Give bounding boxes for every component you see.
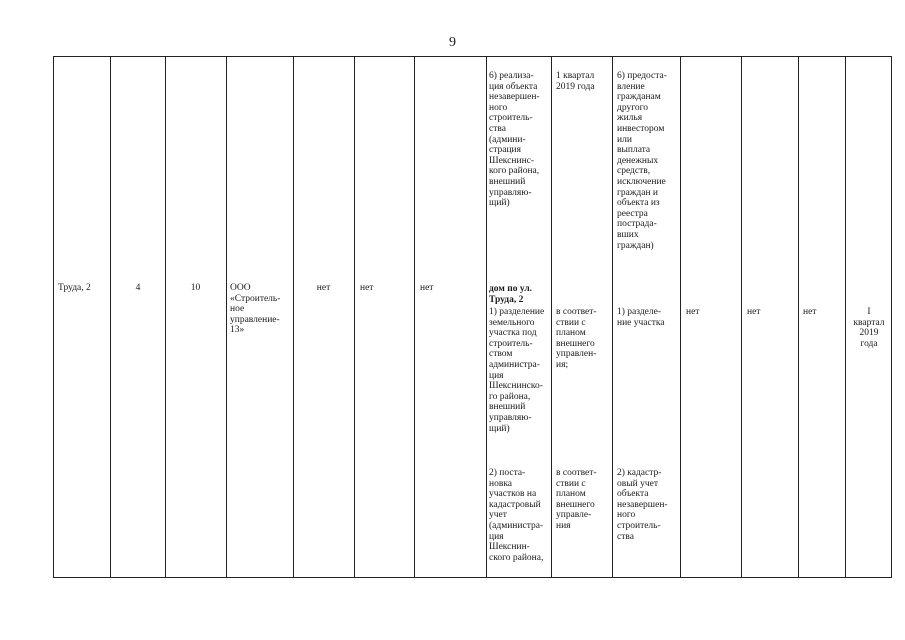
cell-col11: нет	[686, 307, 700, 317]
column-divider	[414, 56, 415, 578]
cell-col14: I квартал 2019 года	[853, 307, 885, 349]
result-2: 1) разделе- ние участка	[617, 307, 665, 328]
cell-col6: нет	[360, 283, 374, 293]
column-divider	[845, 56, 846, 578]
address-cell: Труда, 2	[58, 283, 91, 293]
column-divider	[293, 56, 294, 578]
column-divider	[354, 56, 355, 578]
column-divider	[741, 56, 742, 578]
column-divider	[551, 56, 552, 578]
developer-cell: ООО «Строитель- ное управление- 13»	[230, 283, 281, 336]
cell-col2: 4	[135, 283, 141, 293]
house-heading: дом по ул. Труда, 2	[489, 284, 533, 305]
column-divider	[680, 56, 681, 578]
cell-col7: нет	[420, 283, 434, 293]
deadline-1: 1 квартал 2019 года	[556, 71, 595, 92]
measures-block-2: 1) разделение земельного участка под строитель- ством администра- ция Шекснинско- го района, внешний управляю- щий)	[489, 307, 545, 434]
column-divider	[226, 56, 227, 578]
column-divider	[798, 56, 799, 578]
column-divider	[165, 56, 166, 578]
page-number: 9	[449, 35, 456, 50]
column-divider	[486, 56, 487, 578]
result-1: 6) предоста- вление гражданам другого жилья инвестором или выплата денежных средств, исключение граждан и объекта из реестра пострада- вших граждан)	[617, 71, 667, 251]
deadline-2: в соответ- ствии с планом внешнего управлен- ия;	[556, 307, 597, 370]
cell-col5: нет	[316, 283, 331, 293]
column-divider	[110, 56, 111, 578]
result-3: 2) кадастр- овый учет объекта незавершен- ного строитель- ства	[617, 468, 668, 542]
deadline-3: в соответ- ствии с планом внешнего управле- ния	[556, 468, 597, 531]
measures-block-3: 2) поста- новка участков на кадастровый учет (администра- ция Шекснин- ского района,	[489, 468, 544, 563]
measures-block-1: 6) реализа- ция объекта незавершен- ного строитель- ства (админи- страция Шекснинс- кого района, внешний управляю- щий)	[489, 71, 540, 209]
cell-col13: нет	[803, 307, 817, 317]
cell-col12: нет	[747, 307, 761, 317]
cell-col3: 10	[190, 283, 201, 293]
column-divider	[612, 56, 613, 578]
